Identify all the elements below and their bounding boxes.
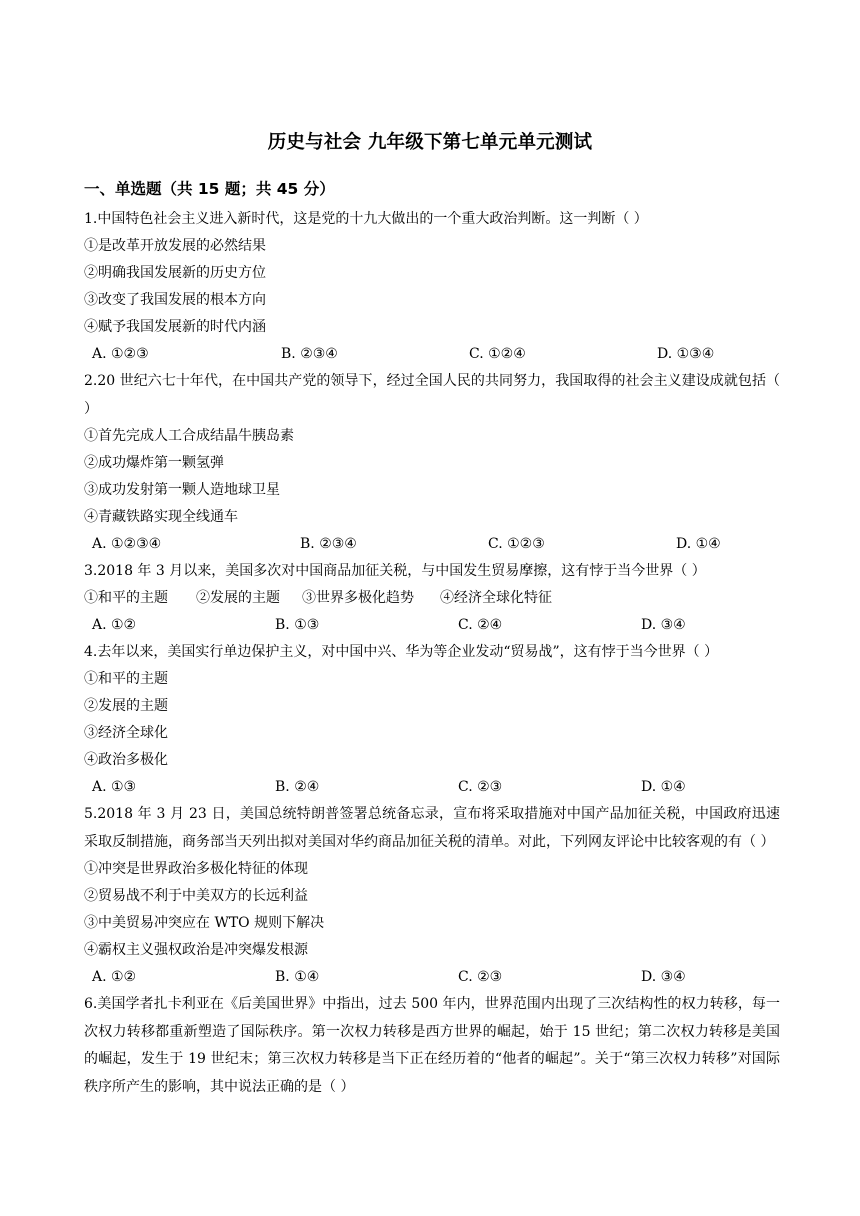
question-stem: 1.中国特色社会主义进入新时代，这是党的十九大做出的一个重大政治判断。这一判断（ ） bbox=[84, 211, 648, 227]
option-c[interactable]: C. ②③ bbox=[458, 779, 503, 795]
question-2 bbox=[84, 368, 780, 558]
statement-item: ①首先完成人工合成结晶牛胰岛素 bbox=[84, 428, 294, 444]
statement-item: ③世界多极化趋势 bbox=[302, 590, 414, 606]
statement-item: ③改变了我国发展的根本方向 bbox=[84, 292, 266, 308]
statement-item: ②发展的主题 bbox=[84, 698, 168, 714]
question-stem: 3.2018 年 3 月以来，美国多次对中国商品加征关税，与中国发生贸易摩擦，这有悖于当今世界（ ） bbox=[84, 563, 706, 579]
option-b[interactable]: B. ①③ bbox=[275, 617, 320, 633]
statement-item: ③中美贸易冲突应在 WTO 规则下解决 bbox=[84, 915, 325, 931]
statement-item: ④政治多极化 bbox=[84, 752, 168, 768]
option-d[interactable]: D. ①④ bbox=[676, 536, 721, 552]
question-stem: 6.美国学者扎卡利亚在《后美国世界》中指出，过去 500 年内，世界范围内出现了三次结构性的权力转移，每一次权力转移都重新塑造了国际秩序。第一次权力转移是西方世界的崛起，始于 15 世纪；第二次权力转移是美国的崛起，发生于 19 世纪末；第三次权力转移是当下正在经历着的“他者的崛起”。关于“第三次权力转移”对国际秩序所产生的影响，其中说法正确的是（ ） bbox=[84, 996, 780, 1095]
statement-item: ④霸权主义强权政治是冲突爆发根源 bbox=[84, 942, 308, 958]
statement-item: ②成功爆炸第一颗氢弹 bbox=[84, 455, 224, 471]
option-c[interactable]: C. ①②③ bbox=[488, 536, 545, 552]
answer-options bbox=[84, 531, 780, 558]
question-stem: 2.20 世纪六七十年代，在中国共产党的领导下，经过全国人民的共同努力，我国取得的社会主义建设成就包括（ ） bbox=[84, 373, 780, 417]
answer-options bbox=[84, 341, 780, 368]
option-c[interactable]: C. ②④ bbox=[458, 617, 503, 633]
option-c[interactable]: C. ②③ bbox=[458, 969, 503, 985]
option-b[interactable]: B. ②④ bbox=[275, 779, 320, 795]
statement-item: ②贸易战不利于中美双方的长远利益 bbox=[84, 888, 308, 904]
answer-options bbox=[84, 612, 780, 639]
statement-item: ②明确我国发展新的历史方位 bbox=[84, 265, 266, 281]
option-d[interactable]: D. ①④ bbox=[641, 779, 686, 795]
option-d[interactable]: D. ③④ bbox=[641, 969, 686, 985]
statement-items-inline bbox=[84, 585, 780, 612]
statement-item: ③成功发射第一颗人造地球卫星 bbox=[84, 482, 280, 498]
statement-item: ①和平的主题 bbox=[84, 590, 168, 606]
statement-item: ③经济全球化 bbox=[84, 725, 168, 741]
option-a[interactable]: A. ①③ bbox=[92, 779, 137, 795]
option-d[interactable]: D. ①③④ bbox=[657, 346, 715, 362]
answer-options bbox=[84, 964, 780, 991]
page-title: 历史与社会 九年级下第七单元单元测试 bbox=[267, 132, 593, 153]
option-b[interactable]: B. ②③④ bbox=[281, 346, 338, 362]
statement-item: ④青藏铁路实现全线通车 bbox=[84, 509, 238, 525]
question-1 bbox=[84, 206, 780, 368]
statement-item: ①和平的主题 bbox=[84, 671, 168, 687]
statement-item: ②发展的主题 bbox=[196, 590, 280, 606]
question-stem: 4.去年以来，美国实行单边保护主义，对中国中兴、华为等企业发动“贸易战”，这有悖于当今世界（ ） bbox=[84, 644, 719, 660]
option-a[interactable]: A. ①② bbox=[92, 969, 137, 985]
statement-item: ④赋予我国发展新的时代内涵 bbox=[84, 319, 266, 335]
option-d[interactable]: D. ③④ bbox=[641, 617, 686, 633]
statement-item: ④经济全球化特征 bbox=[440, 590, 552, 606]
question-5 bbox=[84, 801, 780, 991]
option-a[interactable]: A. ①②③ bbox=[92, 346, 149, 362]
option-c[interactable]: C. ①②④ bbox=[469, 346, 526, 362]
option-a[interactable]: A. ①②③④ bbox=[92, 536, 162, 552]
question-list bbox=[84, 206, 780, 1101]
option-b[interactable]: B. ①④ bbox=[275, 969, 320, 985]
question-3 bbox=[84, 558, 780, 639]
option-a[interactable]: A. ①② bbox=[92, 617, 137, 633]
statement-item: ①是改革开放发展的必然结果 bbox=[84, 238, 266, 254]
question-6 bbox=[84, 991, 780, 1101]
question-stem: 5.2018 年 3 月 23 日，美国总统特朗普签署总统备忘录，宣布将采取措施对中国产品加征关税，中国政府迅速采取反制措施，商务部当天列出拟对美国对华约商品加征关税的清单。对此，下列网友评论中比较客观的有（ ） bbox=[84, 806, 780, 850]
section-heading: 一、单选题（共 15 题；共 45 分） bbox=[84, 180, 335, 198]
option-b[interactable]: B. ②③④ bbox=[300, 536, 357, 552]
answer-options bbox=[84, 774, 780, 801]
question-4 bbox=[84, 639, 780, 801]
statement-item: ①冲突是世界政治多极化特征的体现 bbox=[84, 861, 308, 877]
